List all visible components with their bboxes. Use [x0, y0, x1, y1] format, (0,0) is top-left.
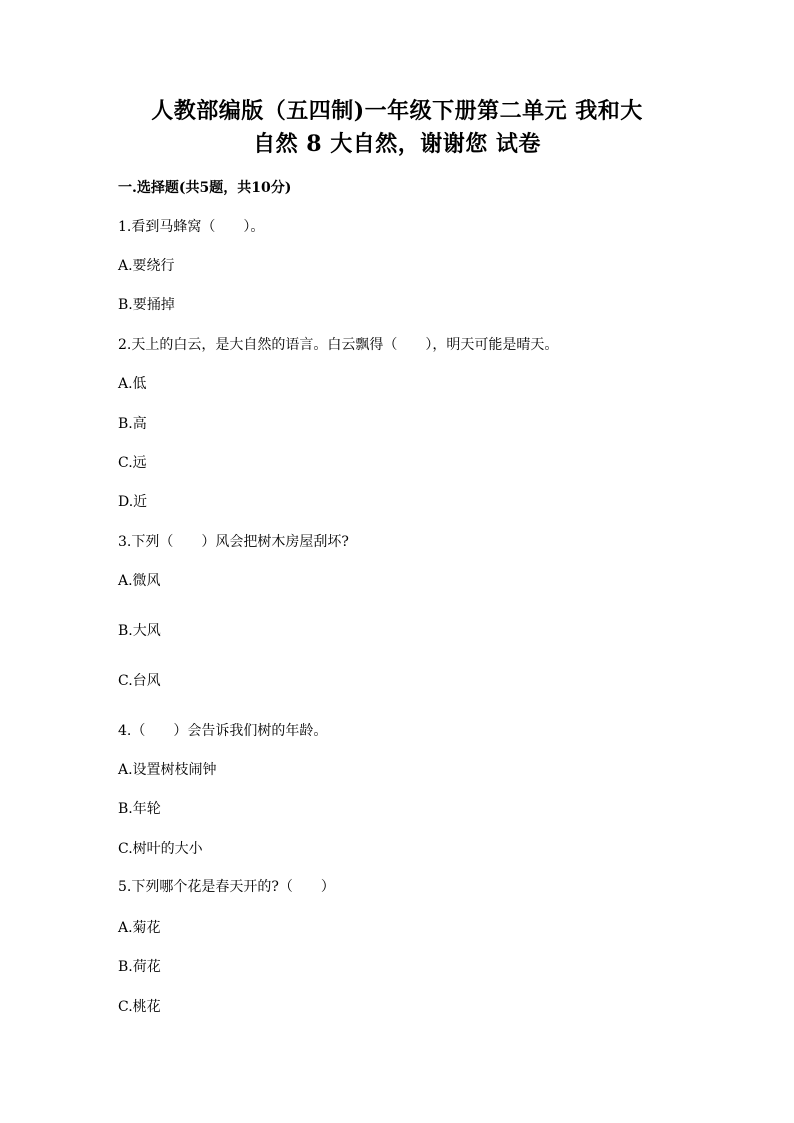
question-2-option-a: A.低: [118, 376, 147, 392]
question-4-stem: 4.（ ）会告诉我们树的年龄。: [118, 723, 328, 739]
question-2-option-b: B.高: [118, 416, 147, 432]
question-4-option-a: A.设置树枝闹钟: [118, 762, 217, 778]
question-5-option-a: A.菊花: [118, 920, 161, 936]
question-2-option-d: D.近: [118, 494, 148, 510]
question-2-option-c: C.远: [118, 455, 147, 471]
question-3-option-a: A.微风: [118, 573, 161, 589]
worksheet-title-line-2: 自然 8 大自然，谢谢您 试卷: [253, 131, 541, 157]
question-3-option-b: B.大风: [118, 623, 161, 639]
section-heading: 一.选择题(共5题，共10分): [118, 180, 292, 196]
question-5-option-c: C.桃花: [118, 999, 161, 1015]
question-5-stem: 5.下列哪个花是春天开的?（ ）: [118, 879, 335, 895]
question-4-option-b: B.年轮: [118, 801, 161, 817]
question-5-option-b: B.荷花: [118, 959, 161, 975]
question-1-option-a: A.要绕行: [118, 258, 175, 274]
question-1-stem: 1.看到马蜂窝（ ）。: [118, 219, 265, 235]
worksheet-title-line-1: 人教部编版（五四制)一年级下册第二单元 我和大: [151, 98, 643, 124]
question-2-stem: 2.天上的白云，是大自然的语言。白云飘得（ ），明天可能是晴天。: [118, 337, 559, 353]
question-3-option-c: C.台风: [118, 673, 161, 689]
question-3-stem: 3.下列（ ）风会把树木房屋刮坏?: [118, 534, 349, 550]
question-4-option-c: C.树叶的大小: [118, 841, 203, 857]
question-1-option-b: B.要捅掉: [118, 297, 175, 313]
